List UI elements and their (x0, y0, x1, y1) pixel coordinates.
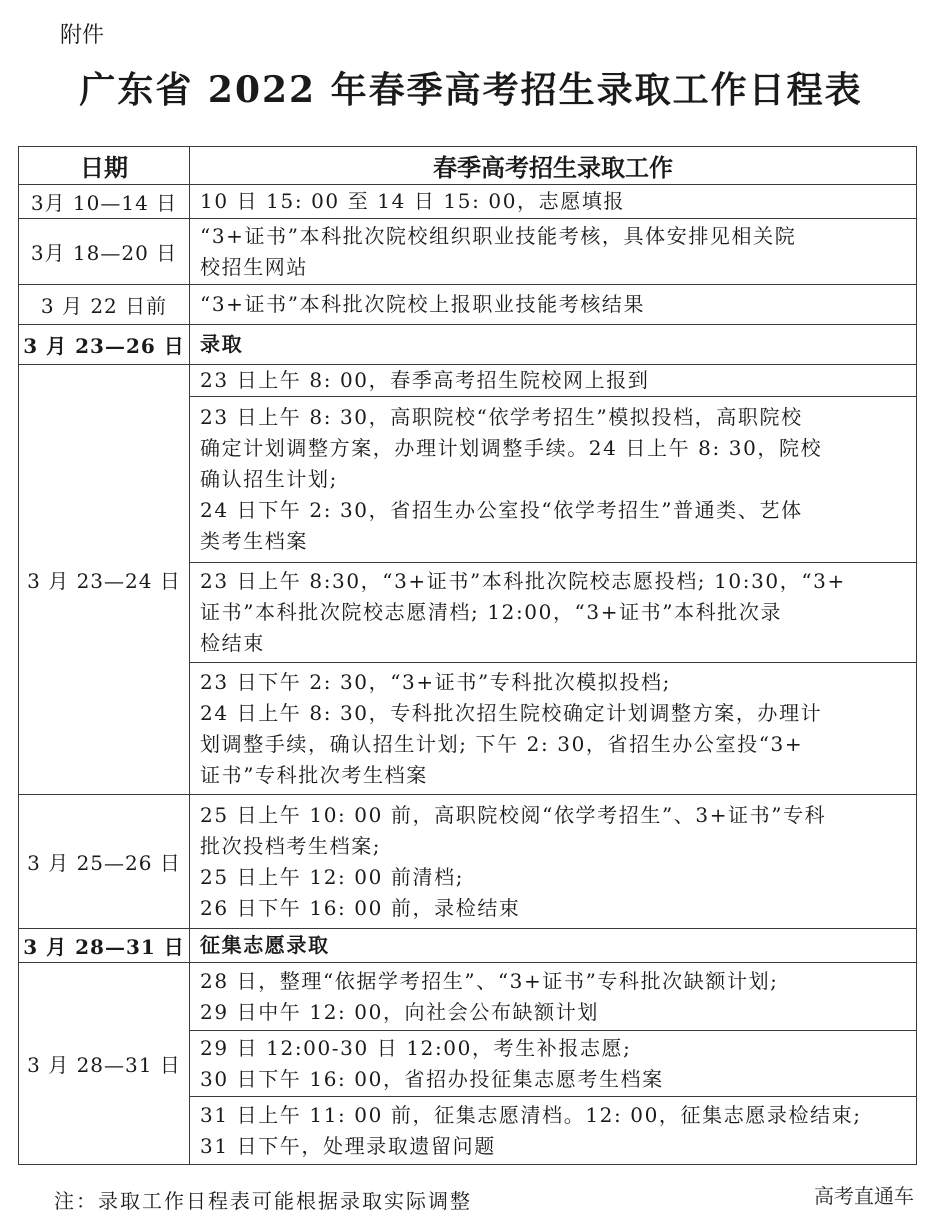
content-line: 26 日下午 16: 00 前，录检结束 (200, 895, 521, 920)
content-line: 检结束 (200, 631, 265, 655)
content-line: 25 日上午 10: 00 前，高职院校阅“依学考招生”、3+证书”专科 (200, 802, 827, 827)
content-line: 证书”本科批次院校志愿清档; 12:00，“3+证书”本科批次录 (200, 600, 783, 624)
content-line: 30 日下午 16: 00，省招办投征集志愿考生档案 (200, 1066, 664, 1091)
content-cell (190, 285, 917, 325)
table-row (19, 963, 917, 1031)
content-line: 确认招生计划; (200, 467, 338, 491)
content-line: 28 日，整理“依据学考招生”、“3+证书”专科批次缺额计划; (200, 968, 779, 993)
content-line: 23 日上午 8: 00，春季高考招生院校网上报到 (200, 368, 650, 392)
content-cell (190, 795, 917, 929)
content-line: 征集志愿录取 (200, 933, 330, 957)
content-cell (190, 397, 917, 563)
content-line: 24 日下午 2: 30，省招生办公室投“依学考招生”普通类、艺体 (200, 498, 803, 522)
attachment-label: 附件 (60, 23, 105, 48)
content-line: 23 日上午 8: 30，高职院校“依学考招生”模拟投档，高职院校 (200, 405, 803, 429)
section-label (190, 929, 917, 963)
content-cell (190, 1097, 917, 1165)
table-header-row (19, 147, 917, 185)
table-row-section (19, 325, 917, 365)
content-line: 24 日上午 8: 30，专科批次招生院校确定计划调整方案，办理计 (200, 700, 823, 725)
header-work: 春季高考招生录取工作 (190, 147, 917, 185)
content-cell (190, 185, 917, 219)
content-line: 证书”专科批次考生档案 (200, 762, 428, 787)
content-cell (190, 963, 917, 1031)
footnote: 注：录取工作日程表可能根据录取实际调整 (54, 1189, 472, 1213)
watermark: 高考直通车 (814, 1184, 914, 1208)
schedule-table (18, 146, 917, 1165)
content-cell (190, 365, 917, 397)
date-cell: 3 月 28—31 日 (19, 929, 190, 963)
date-cell: 3 月 28—31 日 (19, 963, 190, 1165)
date-cell: 3 月 22 日前 (19, 285, 190, 325)
content-cell (190, 563, 917, 663)
content-line: 29 日中午 12: 00，向社会公布缺额计划 (200, 999, 599, 1024)
content-line: 31 日下午，处理录取遗留问题 (200, 1133, 496, 1158)
content-cell (190, 663, 917, 795)
table-row (19, 285, 917, 325)
content-line: 录取 (200, 332, 244, 356)
date-cell: 3月 10—14 日 (19, 185, 190, 219)
page-title: 广东省 2022 年春季高考招生录取工作日程表 (79, 69, 863, 111)
content-line: 划调整手续，确认招生计划; 下午 2: 30，省招生办公室投“3+ (200, 731, 804, 756)
content-line: 类考生档案 (200, 529, 308, 553)
table-row (19, 185, 917, 219)
content-line: 25 日上午 12: 00 前清档; (200, 864, 465, 889)
table-row-section (19, 929, 917, 963)
table-row (19, 365, 917, 397)
content-line: 23 日上午 8:30，“3+证书”本科批次院校志愿投档; 10:30，“3+ (200, 569, 846, 593)
header-date: 日期 (19, 147, 190, 185)
date-cell: 3 月 23—24 日 (19, 365, 190, 795)
section-label (190, 325, 917, 365)
content-line: 校招生网站 (200, 254, 308, 279)
content-line: 10 日 15: 00 至 14 日 15: 00，志愿填报 (200, 189, 626, 213)
content-line: 批次投档考生档案; (200, 833, 382, 858)
table-row (19, 219, 917, 285)
content-line: 31 日上午 11: 00 前，征集志愿清档。12: 00，征集志愿录检结束; (200, 1102, 862, 1127)
content-line: “3+证书”本科批次院校组织职业技能考核，具体安排见相关院 (200, 223, 797, 248)
date-cell: 3月 18—20 日 (19, 219, 190, 285)
content-line: “3+证书”本科批次院校上报职业技能考核结果 (200, 292, 646, 316)
content-line: 29 日 12:00-30 日 12:00，考生补报志愿; (200, 1035, 632, 1060)
date-cell: 3 月 25—26 日 (19, 795, 190, 929)
date-cell: 3 月 23—26 日 (19, 325, 190, 365)
content-line: 23 日下午 2: 30，“3+证书”专科批次模拟投档; (200, 669, 671, 694)
content-cell (190, 219, 917, 285)
table-row (19, 795, 917, 929)
content-line: 确定计划调整方案，办理计划调整手续。24 日上午 8: 30，院校 (200, 436, 823, 460)
content-cell (190, 1031, 917, 1097)
